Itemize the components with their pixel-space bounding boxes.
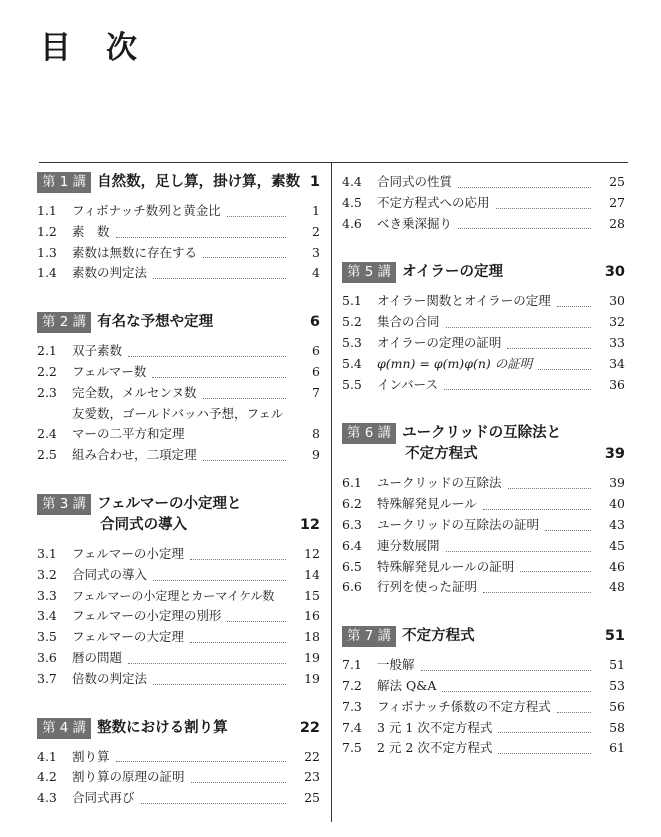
section-number: 6.5 <box>342 558 362 574</box>
section-number: 6.6 <box>342 579 362 595</box>
section-title: フィボナッチ係数の不定方程式 <box>377 698 551 714</box>
section-entry[interactable] <box>342 375 625 396</box>
section-entry[interactable] <box>342 718 625 739</box>
section-title: 双子素数 <box>72 343 123 359</box>
leader-dots <box>128 356 286 357</box>
section-title: 一般解 <box>377 657 415 673</box>
section-entry[interactable] <box>37 565 320 586</box>
section-number: 7.5 <box>342 740 362 756</box>
section-entry[interactable] <box>342 193 625 214</box>
section-number: 7.1 <box>342 657 362 673</box>
section-number: 6.1 <box>342 475 362 491</box>
section-page: 8 <box>312 426 320 442</box>
section-page: 7 <box>312 384 320 400</box>
chapter-title-line2: 合同式の導入 <box>100 516 188 533</box>
section-entry[interactable] <box>342 354 625 375</box>
chapter-heading[interactable] <box>342 626 625 647</box>
section-page: 58 <box>609 719 625 735</box>
chapter-page: 12 <box>299 516 320 533</box>
section-number: 5.1 <box>342 293 362 309</box>
leader-dots <box>141 803 286 804</box>
section-title: フェルマーの小定理とカーマイケル数 <box>72 588 275 603</box>
chapter-3 <box>37 494 320 690</box>
section-page: 15 <box>304 587 320 603</box>
chapter-badge: 第 5 講 <box>342 262 396 283</box>
leader-dots <box>507 348 591 349</box>
section-entry[interactable] <box>342 494 625 515</box>
chapter-2 <box>37 312 320 466</box>
page-title: 目 次 <box>40 30 139 66</box>
section-entry[interactable] <box>342 577 625 598</box>
section-number: 5.5 <box>342 376 362 392</box>
section-entry[interactable] <box>342 312 625 333</box>
section-page: 61 <box>609 740 625 756</box>
section-entry[interactable] <box>37 648 320 669</box>
leader-dots <box>520 571 591 572</box>
chapter-badge: 第 3 講 <box>37 494 91 515</box>
section-entry[interactable] <box>342 557 625 578</box>
section-number: 3.2 <box>37 566 57 582</box>
section-number: 2.1 <box>37 343 57 359</box>
leader-dots <box>483 592 591 593</box>
section-page: 28 <box>609 215 625 231</box>
leader-dots <box>421 670 591 671</box>
section-page: 56 <box>609 698 625 714</box>
section-page: 22 <box>304 748 320 764</box>
section-number: 3.3 <box>37 587 57 603</box>
section-entry[interactable] <box>342 333 625 354</box>
section-page: 12 <box>304 545 320 561</box>
section-entry[interactable] <box>37 747 320 768</box>
section-page: 43 <box>609 516 625 532</box>
leader-dots <box>458 228 591 229</box>
section-entry[interactable] <box>37 362 320 383</box>
section-title: φ(mn) = φ(m)φ(n) の証明 <box>377 355 533 371</box>
chapter-page: 22 <box>299 719 320 736</box>
leader-dots <box>116 237 286 238</box>
chapter-heading[interactable] <box>37 172 320 193</box>
section-number: 4.3 <box>37 790 57 806</box>
section-title: 行列を使った証明 <box>377 579 478 595</box>
chapter-7 <box>342 626 625 759</box>
section-title: オイラーの定理の証明 <box>377 334 502 350</box>
section-title: 特殊解発見ルール <box>377 496 477 512</box>
section-page: 16 <box>304 608 320 624</box>
chapter-page: 39 <box>604 446 625 463</box>
chapter-title: 自然数，足し算，掛け算，素数 <box>97 174 301 190</box>
section-page: 4 <box>312 265 320 281</box>
section-number: 3.6 <box>37 649 57 665</box>
section-number: 2.3 <box>37 384 57 400</box>
section-title: フェルマーの小定理 <box>72 545 184 561</box>
chapter-6 <box>342 423 625 598</box>
section-entry[interactable] <box>342 291 625 312</box>
section-entry[interactable] <box>37 627 320 648</box>
section-page: 27 <box>609 194 625 210</box>
section-number: 4.2 <box>37 769 57 785</box>
chapter-page: 6 <box>309 314 320 331</box>
chapter-title: 不定方程式 <box>402 628 475 645</box>
section-page: 30 <box>609 293 625 309</box>
leader-dots <box>203 460 286 461</box>
leader-dots <box>227 216 286 217</box>
section-page: 2 <box>312 223 320 239</box>
leader-dots <box>446 551 591 552</box>
section-entry[interactable] <box>37 201 320 222</box>
chapter-1 <box>37 172 320 284</box>
chapter-heading[interactable] <box>37 718 320 739</box>
leader-dots <box>545 530 591 531</box>
section-page: 36 <box>609 376 625 392</box>
section-page: 18 <box>304 629 320 645</box>
chapter-title: フェルマーの小定理と <box>97 495 242 512</box>
leader-dots <box>458 187 591 188</box>
section-number: 2.5 <box>37 447 57 463</box>
section-entry[interactable] <box>37 404 320 446</box>
chapter-title-line2: 不定方程式 <box>405 446 478 463</box>
chapter-4-continued <box>342 172 625 234</box>
chapter-badge: 第 1 講 <box>37 172 91 193</box>
section-page: 40 <box>609 496 625 512</box>
leader-dots <box>538 369 591 370</box>
section-entry[interactable] <box>37 669 320 690</box>
chapter-4 <box>37 718 320 809</box>
chapter-badge: 第 6 講 <box>342 423 396 444</box>
section-entry[interactable] <box>342 738 625 759</box>
section-entry[interactable] <box>37 383 320 404</box>
leader-dots <box>153 684 286 685</box>
section-number: 4.6 <box>342 215 362 231</box>
chapter-5 <box>342 262 625 395</box>
section-entry[interactable] <box>342 536 625 557</box>
section-number: 2.2 <box>37 363 57 379</box>
leader-dots <box>446 327 591 328</box>
chapter-title: オイラーの定理 <box>402 264 503 281</box>
section-entry[interactable] <box>37 788 320 809</box>
leader-dots <box>496 208 591 209</box>
section-entry[interactable] <box>342 676 625 697</box>
section-title: 倍数の判定法 <box>72 670 148 686</box>
chapter-page: 1 <box>309 174 320 190</box>
chapter-page: 30 <box>604 264 625 281</box>
section-entry[interactable] <box>37 445 320 466</box>
section-title: 暦の問題 <box>72 649 123 665</box>
section-page: 34 <box>609 355 625 371</box>
section-title: 合同式の導入 <box>72 566 148 582</box>
section-number: 5.4 <box>342 355 362 371</box>
section-number: 5.2 <box>342 314 362 330</box>
section-number: 6.3 <box>342 516 362 532</box>
section-number: 6.2 <box>342 496 362 512</box>
section-title: 素数は無数に存在する <box>72 244 198 260</box>
section-title: べき乗深掘り <box>377 215 453 231</box>
section-entry[interactable] <box>37 341 320 362</box>
section-title: 不定方程式への応用 <box>377 194 490 210</box>
leader-dots <box>190 642 286 643</box>
section-title: 割り算 <box>72 748 110 764</box>
section-title: 連分数展開 <box>377 537 440 553</box>
section-title: 2 元 2 次不定方程式 <box>377 740 493 756</box>
chapter-badge: 第 7 講 <box>342 626 396 647</box>
section-number: 6.4 <box>342 537 362 553</box>
section-entry[interactable] <box>342 515 625 536</box>
section-title: ユークリッドの互除法 <box>377 475 502 491</box>
section-number: 7.2 <box>342 677 362 693</box>
section-title: ユークリッドの互除法の証明 <box>377 516 540 532</box>
leader-dots <box>444 389 591 390</box>
section-entry[interactable] <box>37 606 320 627</box>
leader-dots <box>153 580 286 581</box>
section-entry[interactable] <box>37 767 320 788</box>
section-number: 3.5 <box>37 629 57 645</box>
section-entry[interactable] <box>37 222 320 243</box>
leader-dots <box>557 306 591 307</box>
chapter-badge: 第 2 講 <box>37 312 91 333</box>
section-entry[interactable] <box>342 655 625 676</box>
section-page: 39 <box>609 475 625 491</box>
section-number: 1.3 <box>37 244 57 260</box>
leader-dots <box>498 753 591 754</box>
section-title: 友愛数，ゴールドバッハ予想，フェルマーの二平方和定理 <box>72 405 284 442</box>
section-page: 46 <box>609 558 625 574</box>
section-page: 1 <box>312 203 320 218</box>
section-title: 集合の合同 <box>377 314 440 330</box>
section-title: 合同式再び <box>72 790 135 806</box>
leader-dots <box>483 509 591 510</box>
section-page: 48 <box>609 579 625 595</box>
leader-dots <box>508 488 591 489</box>
section-entry[interactable] <box>342 697 625 718</box>
section-entry[interactable] <box>37 586 320 607</box>
leader-dots <box>442 691 591 692</box>
leader-dots <box>557 712 591 713</box>
section-number: 7.3 <box>342 698 362 714</box>
section-number: 3.7 <box>37 670 57 686</box>
section-page: 14 <box>304 566 320 582</box>
section-number: 1.1 <box>37 203 57 218</box>
chapter-title: 有名な予想や定理 <box>97 314 214 331</box>
section-title: 完全数，メルセンヌ数 <box>72 384 197 400</box>
section-page: 32 <box>609 314 625 330</box>
section-page: 19 <box>304 670 320 686</box>
section-entry[interactable] <box>37 263 320 284</box>
section-page: 53 <box>609 677 625 693</box>
chapter-badge: 第 4 講 <box>37 718 91 739</box>
section-title: 特殊解発見ルールの証明 <box>377 558 515 574</box>
section-page: 45 <box>609 537 625 553</box>
section-title: 解法 Q&A <box>377 677 437 693</box>
section-page: 25 <box>304 790 320 806</box>
chapter-heading[interactable] <box>37 312 320 333</box>
section-number: 1.4 <box>37 265 57 281</box>
section-number: 4.5 <box>342 194 362 210</box>
section-number: 3.1 <box>37 545 57 561</box>
chapter-heading[interactable] <box>37 494 320 536</box>
leader-dots <box>128 663 286 664</box>
section-page: 3 <box>312 244 320 260</box>
section-number: 4.1 <box>37 748 57 764</box>
section-number: 7.4 <box>342 719 362 735</box>
section-page: 33 <box>609 334 625 350</box>
column-divider <box>331 162 332 822</box>
chapter-title: 整数における割り算 <box>97 719 228 736</box>
section-page: 51 <box>609 657 625 673</box>
section-title: 素 数 <box>72 223 110 239</box>
section-entry[interactable] <box>37 243 320 264</box>
section-page: 23 <box>304 769 320 785</box>
toc-right-column <box>342 162 625 759</box>
section-number: 2.4 <box>37 426 57 442</box>
section-page: 6 <box>312 343 320 359</box>
leader-dots <box>227 621 286 622</box>
section-title: フェルマーの小定理の別形 <box>72 608 222 624</box>
leader-dots <box>116 761 286 762</box>
section-number: 3.4 <box>37 608 57 624</box>
chapter-heading[interactable] <box>342 262 625 283</box>
section-number: 1.2 <box>37 223 57 239</box>
section-title: フェルマー数 <box>72 363 147 379</box>
section-entry[interactable] <box>342 172 625 193</box>
leader-dots <box>152 377 286 378</box>
toc-left-column <box>37 162 320 809</box>
section-title: 割り算の原理の証明 <box>72 769 185 785</box>
section-page: 19 <box>304 649 320 665</box>
chapter-heading[interactable] <box>342 423 625 465</box>
section-title: オイラー関数とオイラーの定理 <box>377 293 551 309</box>
section-title: 素数の判定法 <box>72 265 148 281</box>
section-title: 組み合わせ，二項定理 <box>72 447 197 463</box>
section-entry[interactable] <box>342 214 625 235</box>
section-title: インバース <box>377 376 439 392</box>
leader-dots <box>153 278 286 279</box>
leader-dots <box>191 782 286 783</box>
section-number: 5.3 <box>342 334 362 350</box>
section-title: 合同式の性質 <box>377 174 453 189</box>
section-page: 6 <box>312 363 320 379</box>
leader-dots <box>190 559 286 560</box>
section-page: 9 <box>312 447 320 463</box>
section-title: フェルマーの大定理 <box>72 629 184 645</box>
leader-dots <box>203 398 286 399</box>
leader-dots <box>203 257 286 258</box>
section-number: 4.4 <box>342 174 362 189</box>
section-title: 3 元 1 次不定方程式 <box>377 719 493 735</box>
section-title: フィボナッチ数列と黄金比 <box>72 203 221 218</box>
section-entry[interactable] <box>37 544 320 565</box>
section-entry[interactable] <box>342 473 625 494</box>
chapter-page: 51 <box>604 628 625 645</box>
leader-dots <box>498 732 591 733</box>
section-page: 25 <box>609 174 625 189</box>
chapter-title: ユークリッドの互除法と <box>402 425 562 442</box>
